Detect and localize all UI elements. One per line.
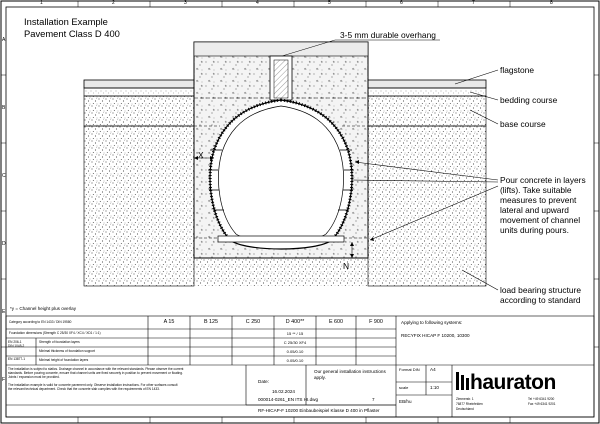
subsoil-right bbox=[368, 126, 486, 286]
grid-letter-a: A bbox=[2, 37, 6, 43]
note-line-1: The installation is subject to statics. Drainage channel in accordance with the relevant standards. Please observe the current bbox=[8, 367, 184, 371]
format-label: Format DIN bbox=[399, 367, 420, 372]
grid-letter-d: D bbox=[2, 241, 6, 247]
flagstone-right bbox=[368, 80, 486, 88]
row4-label: Minimal thickness of foundation support bbox=[39, 349, 95, 353]
subsoil-left bbox=[84, 126, 194, 286]
grid-num-5: 5 bbox=[328, 0, 331, 6]
grid-num-3: 3 bbox=[184, 0, 187, 6]
pour-note-line-2: (lifts). Take suitable bbox=[500, 185, 572, 195]
bedding-right bbox=[368, 88, 486, 96]
pour-note-line-1: Pour concrete in layers bbox=[500, 175, 586, 185]
grid-num-7: 7 bbox=[472, 0, 475, 6]
note-line-4: The installation example is valid for concrete pavement only. Observe installation instructions. For other surfaces consult bbox=[8, 383, 178, 387]
grid-num-8: 8 bbox=[550, 0, 553, 6]
note-line-2: standards. Before pouring concrete, ensure that channel units are fixed securely in position to prevent movement or floating. bbox=[8, 371, 183, 375]
company-address-3: Deutschland bbox=[456, 407, 474, 411]
sheet-number: 7 bbox=[372, 397, 375, 402]
grid-num-2: 2 bbox=[112, 0, 115, 6]
reference-text: RF-HICAP-F 10200 Einbaubeispiel Klasse D 400 in Pflaster bbox=[258, 408, 380, 413]
system-name: RECYFIX HICAP F 10200, 10300 bbox=[401, 333, 470, 338]
class-e600: E 600 bbox=[328, 319, 344, 325]
company-address-1: Zimmerstr. 1 bbox=[456, 397, 474, 401]
scale-label: scale bbox=[399, 385, 409, 390]
row2-value: 15 ** / 15 bbox=[286, 331, 304, 336]
drawing-title: Installation Example bbox=[24, 16, 108, 27]
base-course-left bbox=[84, 96, 194, 126]
pour-note-line-6: units during pours. bbox=[500, 225, 569, 235]
flagstone-left bbox=[84, 80, 194, 88]
note-line-5: the relevant technical department. Check that the concrete slab complies with the requirements of EN 1433. bbox=[8, 387, 160, 391]
general-note: Our general installation instructions apply. bbox=[314, 369, 386, 380]
side-code-1: EN 206-1 bbox=[8, 340, 22, 344]
company-contact-1: Tel +49 6341 9200 bbox=[528, 397, 555, 401]
brand-name: hauraton bbox=[470, 371, 556, 394]
load-bearing-line-1: load bearing structure bbox=[500, 285, 582, 295]
base-course-right bbox=[368, 96, 486, 126]
bedding-left bbox=[84, 88, 194, 96]
pour-note-line-5: movement of channel bbox=[500, 215, 581, 225]
side-code-2: DIN 1045-2 bbox=[8, 344, 25, 348]
date-label: Date: bbox=[258, 379, 269, 384]
class-c250: C 250 bbox=[245, 319, 261, 325]
applying-to-label: Applying to following systems: bbox=[401, 320, 463, 325]
channel-body bbox=[210, 100, 352, 249]
load-bearing-line-2: according to standard bbox=[500, 295, 581, 305]
company-address-2: 76877 Rheinfelden bbox=[456, 402, 483, 406]
drawing-subtitle: Pavement Class D 400 bbox=[24, 28, 120, 39]
grid-num-6: 6 bbox=[400, 0, 403, 6]
grid-letter-b: B bbox=[2, 105, 6, 111]
subsoil-bottom bbox=[194, 258, 368, 286]
row3-label: Strength of foundation layers bbox=[39, 340, 80, 344]
footnote: *y = Channel height plus overlay bbox=[10, 306, 77, 311]
row5-label: Minimal height of foundation layers bbox=[39, 358, 89, 362]
side-code-3: EN 13877-1 bbox=[8, 357, 26, 361]
flagstone-label: flagstone bbox=[500, 65, 534, 75]
dim-n-label: N bbox=[343, 261, 350, 271]
base-course-label: base course bbox=[500, 119, 546, 129]
class-a15: A 15 bbox=[163, 319, 175, 325]
date-value: 16.02.2024 bbox=[272, 389, 295, 394]
drawing-number: 000014-0261_EN ITS HI.dwg bbox=[258, 397, 319, 402]
grid-letter-f: F bbox=[2, 377, 6, 383]
class-b125: B 125 bbox=[203, 319, 219, 325]
row2-label: Foundation dimensions (Strength C 25/30 XF4 / XC4 / XD1 / 1:1) bbox=[9, 331, 101, 335]
class-d400: D 400** bbox=[285, 319, 305, 325]
scale-value: 1:10 bbox=[430, 385, 439, 390]
pour-note-line-3: measures to prevent bbox=[500, 195, 577, 205]
pour-note-line-4: lateral and upward bbox=[500, 205, 569, 215]
row5-value: 0.05/0.10 bbox=[286, 358, 304, 363]
note-line-3: Joints / expansion must be provided. bbox=[8, 375, 60, 379]
row4-value: 0.05/0.10 bbox=[286, 349, 304, 354]
grid-num-1: 1 bbox=[40, 0, 43, 6]
grid-num-4: 4 bbox=[256, 0, 259, 6]
grid-letter-e: E bbox=[2, 309, 6, 315]
overhang-label: 3-5 mm durable overhang bbox=[340, 30, 436, 40]
company-contact-2: Fax +49 6341 9201 bbox=[528, 402, 556, 406]
grid-letter-c: C bbox=[2, 173, 6, 179]
bedding-course-label: bedding course bbox=[500, 95, 558, 105]
format-value: A4 bbox=[430, 367, 436, 372]
row3-value: C 25/30 XF4 bbox=[283, 340, 307, 345]
load-class-header: Category according to EN 1433 / DIN 19580 bbox=[9, 320, 72, 324]
class-f900: F 900 bbox=[369, 319, 383, 325]
sheet-label: EB/hu bbox=[399, 399, 412, 404]
dim-x-label: X bbox=[198, 150, 204, 160]
